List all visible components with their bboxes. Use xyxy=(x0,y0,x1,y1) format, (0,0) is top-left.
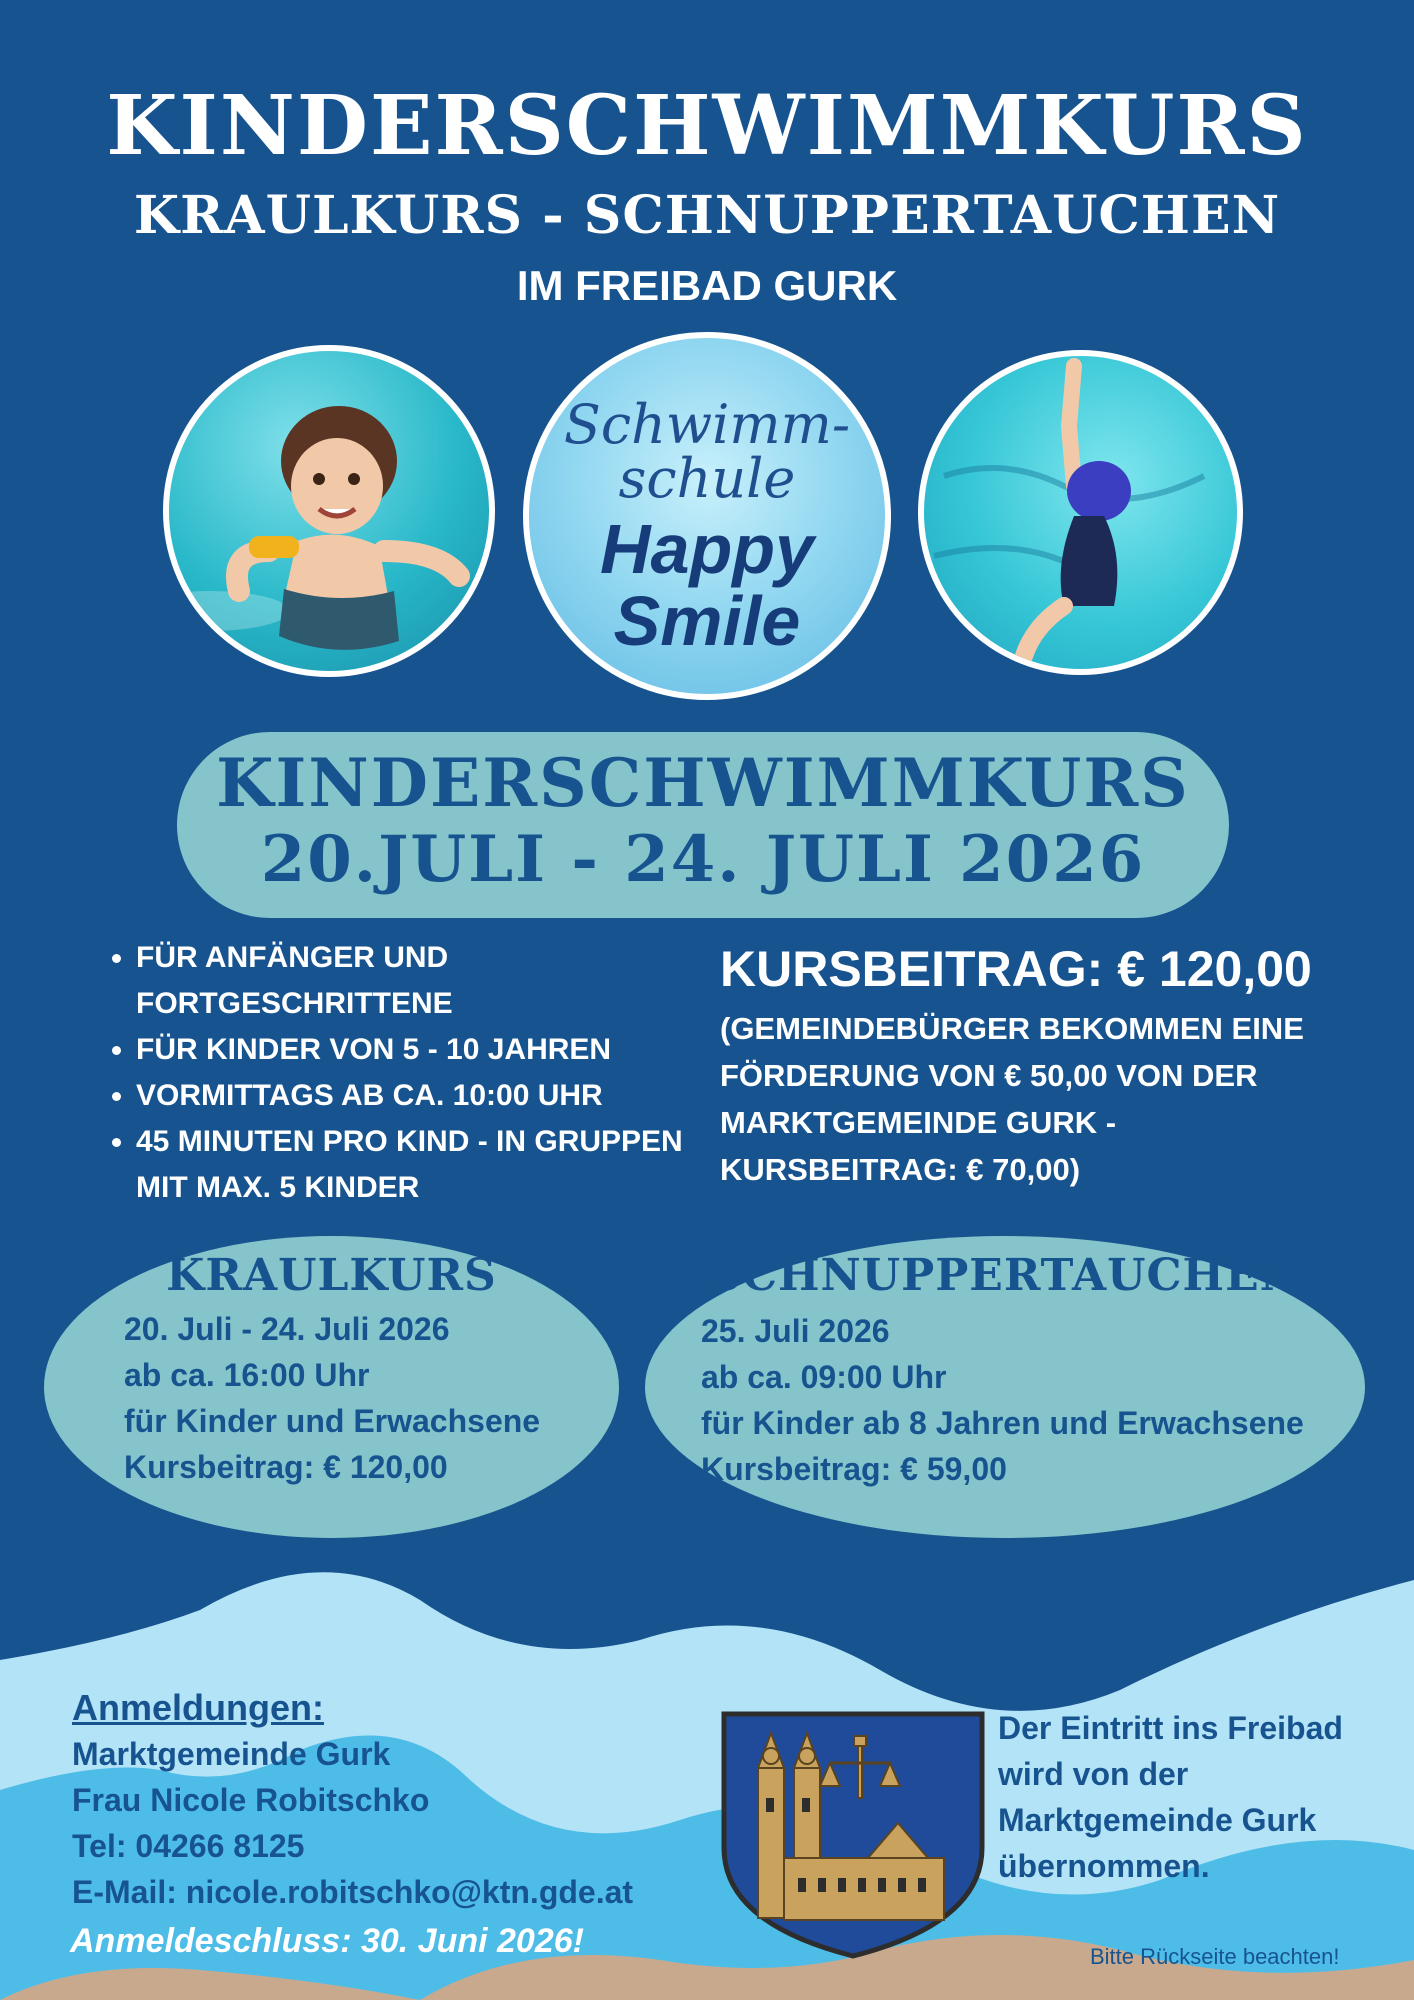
schnuppertauchen-audience: für Kinder ab 8 Jahren und Erwachsene xyxy=(701,1405,1304,1441)
kraulkurs-date: 20. Juli - 24. Juli 2026 xyxy=(124,1311,450,1347)
swimming-girl-photo xyxy=(918,350,1243,675)
schnuppertauchen-time: ab ca. 09:00 Uhr xyxy=(701,1359,947,1395)
registration-deadline: Anmeldeschluss: 30. Juni 2026! xyxy=(70,1922,584,1960)
child-illustration xyxy=(169,351,489,671)
kraulkurs-time: ab ca. 16:00 Uhr xyxy=(124,1357,370,1393)
feature-list xyxy=(88,935,716,1211)
list-item: • FÜR KINDER VON 5 - 10 JAHREN xyxy=(136,1027,716,1073)
kraulkurs-fee: Kursbeitrag: € 120,00 xyxy=(124,1449,448,1485)
swim-school-logo xyxy=(523,332,891,700)
kraulkurs-audience: für Kinder und Erwachsene xyxy=(124,1403,541,1439)
list-item: • VORMITTAGS AB CA. 10:00 UHR xyxy=(136,1073,716,1119)
course-fee-heading: KURSBEITRAG: € 120,00 xyxy=(720,941,1312,997)
registration-phone[interactable]: Tel: 04266 8125 xyxy=(72,1828,305,1864)
poster-location: IM FREIBAD GURK xyxy=(516,262,898,309)
poster-subtitle: KRAULKURS - SCHNUPPERTAUCHEN xyxy=(133,185,1281,246)
entry-note: Der Eintritt ins Freibad wird von der Marktgemeinde Gurk übernommen. xyxy=(998,1710,1343,1884)
logo-line-schwimm: Schwimm- xyxy=(563,393,851,456)
schnuppertauchen-title: SCHNUPPERTAUCHEN xyxy=(709,1250,1301,1301)
coat-of-arms-icon xyxy=(718,1708,988,1960)
registration-heading: Anmeldungen: xyxy=(72,1687,324,1728)
schnuppertauchen-fee: Kursbeitrag: € 59,00 xyxy=(701,1451,1007,1487)
logo-line-schule: schule xyxy=(618,447,796,510)
swimming-child-photo xyxy=(163,345,495,677)
registration-org: Marktgemeinde Gurk xyxy=(72,1736,391,1772)
girl-illustration xyxy=(924,356,1237,669)
course-banner xyxy=(177,732,1229,918)
registration-email[interactable]: E-Mail: nicole.robitschko@ktn.gde.at xyxy=(72,1874,634,1910)
registration-block xyxy=(72,1685,633,1915)
registration-contact: Frau Nicole Robitschko xyxy=(72,1782,430,1818)
course-fee-note: (GEMEINDEBÜRGER BEKOMMEN EINE FÖRDERUNG VON € 50,00 VON DER MARKTGEMEINDE GURK - KURSBEITRAG: € 70,00) xyxy=(720,1011,1304,1187)
kraulkurs-card xyxy=(44,1236,619,1538)
kraulkurs-title: KRAULKURS xyxy=(166,1250,497,1301)
list-item: • 45 MINUTEN PRO KIND - IN GRUPPEN MIT MAX. 5 KINDER xyxy=(136,1119,716,1211)
schnuppertauchen-date: 25. Juli 2026 xyxy=(701,1313,890,1349)
banner-title: KINDERSCHWIMMKURS xyxy=(216,744,1190,822)
back-page-note: Bitte Rückseite beachten! xyxy=(1090,1944,1340,1969)
logo-line-smile: Smile xyxy=(613,582,801,660)
list-item: • FÜR ANFÄNGER UND FORTGESCHRITTENE xyxy=(136,935,716,1027)
logo-line-happy: Happy xyxy=(600,510,814,588)
banner-dates: 20.JULI - 24. JULI 2026 xyxy=(260,822,1146,897)
poster-title: KINDERSCHWIMMKURS xyxy=(106,78,1308,174)
schnuppertauchen-card xyxy=(645,1236,1365,1538)
